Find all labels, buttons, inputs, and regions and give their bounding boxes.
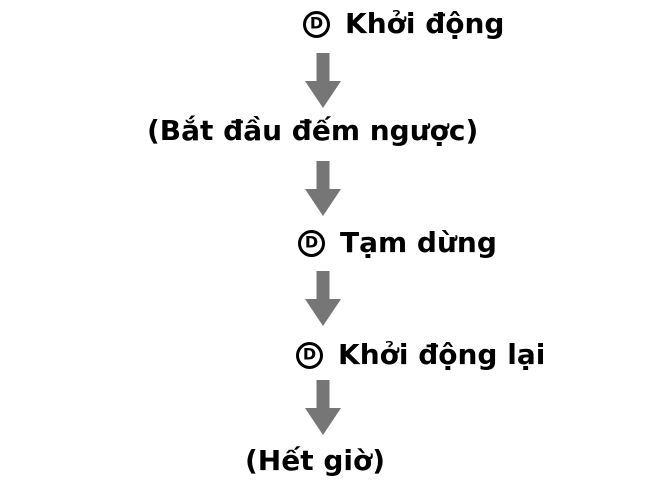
down-arrow-shape [305,380,341,435]
down-arrow-icon [305,53,341,108]
circled-d-icon [303,11,330,38]
down-arrow-shape [305,53,341,108]
step-pause [298,223,497,263]
step-restart [296,335,545,375]
circled-d-letter: D [302,344,317,364]
step-start [303,4,504,44]
down-arrow-icon [305,380,341,435]
circled-d-letter: D [309,13,324,33]
step-start-label: Khởi động [345,7,505,40]
circled-d-icon [298,230,325,257]
down-arrow-icon [305,161,341,216]
circled-d-icon [296,342,323,369]
note-countdown-start [147,111,478,151]
step-restart-label: Khởi động lại [338,338,546,371]
circled-d-letter: D [304,232,319,252]
down-arrow-shape [305,161,341,216]
down-arrow-shape [305,271,341,326]
note-time-up [245,441,385,481]
down-arrow-icon [305,271,341,326]
note-countdown-start-label: (Bắt đầu đếm ngược) [147,114,479,147]
step-pause-label: Tạm dừng [340,226,497,259]
note-time-up-label: (Hết giờ) [245,444,386,477]
